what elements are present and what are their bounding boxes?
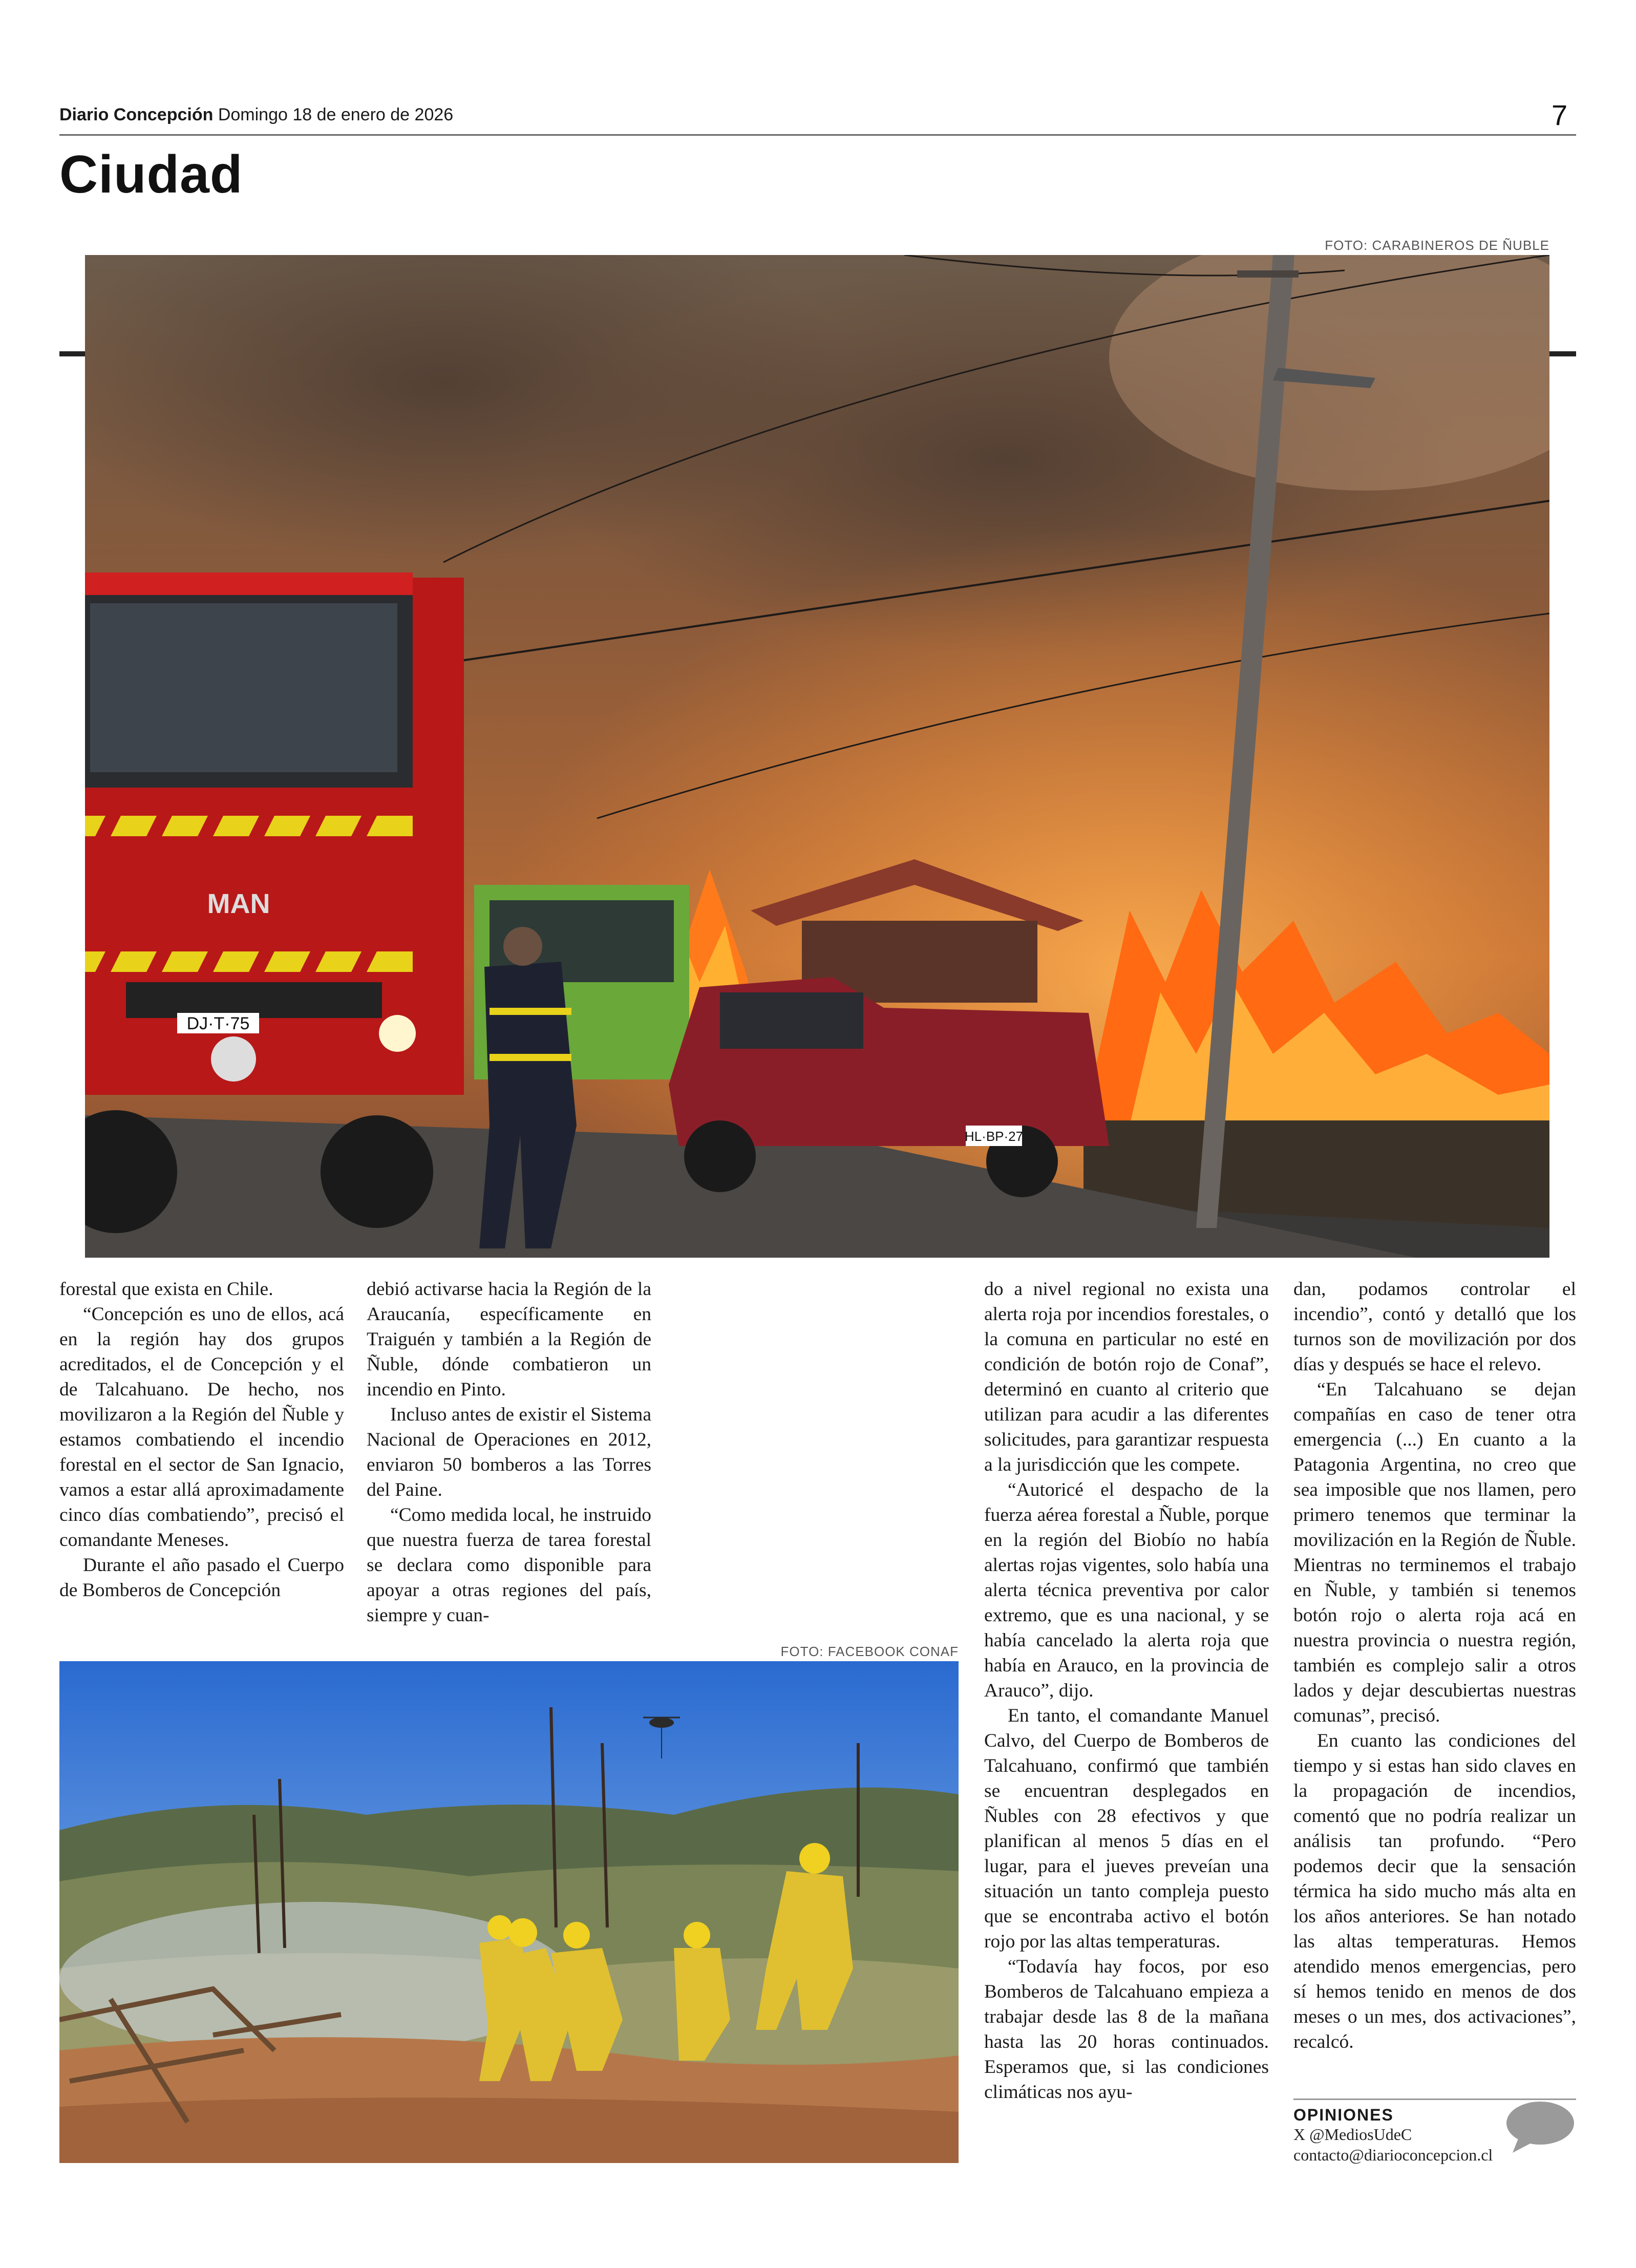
paragraph: do a nivel regional no exista una alerta roja por incendios forestales, o la comuna en particular no esté en condición de botón rojo de Conaf”, determinó en cuanto al criterio que utilizan para acudir a las diferentes solicitudes, para garantizar respuesta a la jurisdicción que les compete. — [984, 1279, 1269, 1475]
truck-plate-text: DJ·T·75 — [186, 1014, 250, 1033]
opiniones-title: OPINIONES — [1293, 2106, 1394, 2124]
opiniones-email[interactable]: contacto@diarioconcepcion.cl — [1293, 2146, 1493, 2164]
header-divider — [59, 134, 1576, 136]
top-photo-fire-trucks — [85, 255, 1549, 1258]
paragraph: dan, podamos controlar el incendio”, contó y detalló que los turnos son de movilización por dos días y después se hace el relevo. — [1293, 1279, 1576, 1375]
article-column-3 — [984, 1277, 1269, 2105]
paragraph: Durante el año pasado el Cuerpo de Bomberos de Concepción — [59, 1555, 344, 1601]
bottom-photo-credit: FOTO: FACEBOOK CONAF — [780, 1644, 959, 1659]
fire-scene-illustration — [85, 255, 1549, 1258]
truck-brand-text: MAN — [207, 888, 270, 919]
paragraph: “Todavía hay focos, por eso Bomberos de Talcahuano empieza a trabajar desde las 8 de la mañana hasta las 20 horas continuados. Esperamos que, si las condiciones climáticas nos ayu- — [984, 1956, 1269, 2103]
paragraph: forestal que exista en Chile. — [59, 1279, 273, 1300]
paragraph: En cuanto las condiciones del tiempo y si estas han sido claves en la propagación de incendios, comentó que no podría realizar un análisis tan profundo. “Pero podemos decir que la sensación térmica ha sido mucho más alta en los años anteriores. Se han notado las altas temperaturas. Hemos atendido menos emergencias, pero sí hemos tenido en menos de dos meses o un mes, dos activaciones”, recalcó. — [1293, 1730, 1576, 2052]
top-photo-credit: FOTO: CARABINEROS DE ÑUBLE — [1325, 238, 1549, 253]
masthead — [59, 105, 1576, 137]
opiniones-twitter[interactable]: X @MediosUdeC — [1293, 2125, 1412, 2144]
newspaper-name: Diario Concepción — [59, 105, 214, 124]
paragraph: “Concepción es uno de ellos, acá en la región hay dos grupos acreditados, el de Concepción y el de Talcahuano. De hecho, nos movilizaron a la Región del Ñuble y estamos combatiendo el incendio forestal en el sector de San Ignacio, vamos a estar allá aproximadamente cinco días combatiendo”, precisó el comandante Meneses. — [59, 1304, 344, 1551]
paragraph: debió activarse hacia la Región de la Araucanía, específicamente en Traiguén y también a la Región de Ñuble, dónde combatieron un incendio en Pinto. — [367, 1279, 651, 1400]
article-column-2 — [367, 1277, 651, 1628]
page-number: 7 — [1552, 99, 1568, 131]
decorative-bar-right — [1545, 351, 1576, 356]
section-title: Ciudad — [59, 145, 243, 204]
article-column-4 — [1293, 1277, 1576, 2054]
paragraph: En tanto, el comandante Manuel Calvo, del Cuerpo de Bomberos de Talcahuano, confirmó que también se encuentran desplegados en Ñubles con 28 efectivos y que planifican al menos 5 días en el lugar, para el jueves preveían una situación un tanto compleja puesto que se encontraba activo el botón rojo por las altas temperaturas. — [984, 1705, 1269, 1952]
brigade-scene-illustration — [59, 1661, 959, 2163]
issue-date: Domingo 18 de enero de 2026 — [218, 105, 454, 124]
paragraph: Incluso antes de existir el Sistema Nacional de Operaciones en 2012, enviaron 50 bomberos a las Torres del Paine. — [367, 1404, 651, 1500]
bottom-photo-brigade — [59, 1661, 959, 2163]
article-column-1 — [59, 1277, 344, 1603]
pickup-plate-text: HL·BP·27 — [964, 1129, 1024, 1144]
paragraph: “Como medida local, he instruido que nuestra fuerza de tarea forestal se declara como disponible para apoyar a otras regiones del país, siempre y cuan- — [367, 1504, 651, 1626]
paragraph: “En Talcahuano se dejan compañías en caso de tener otra emergencia (...) En cuanto a la Patagonia Argentina, no creo que sea imposible que nos llamen, pero primero tenemos que terminar la movilización en la Región de Ñuble. Mientras no terminemos el trabajo en Ñuble, y también si tenemos botón rojo o alerta roja acá en nuestra provincia o nuestra región, también es complejo salir a otros lados y dejar descubiertas nuestras comunas”, precisó. — [1293, 1379, 1576, 1726]
paragraph: “Autoricé el despacho de la fuerza aérea forestal a Ñuble, porque en la región del Biobío no había alertas rojas vigentes, solo había una alerta técnica preventiva por calor extremo, que es una nacional, y se había cancelado la alerta roja que había en Arauco, en la provincia de Arauco”, dijo. — [984, 1479, 1269, 1701]
speech-bubble-icon — [1503, 2100, 1575, 2156]
